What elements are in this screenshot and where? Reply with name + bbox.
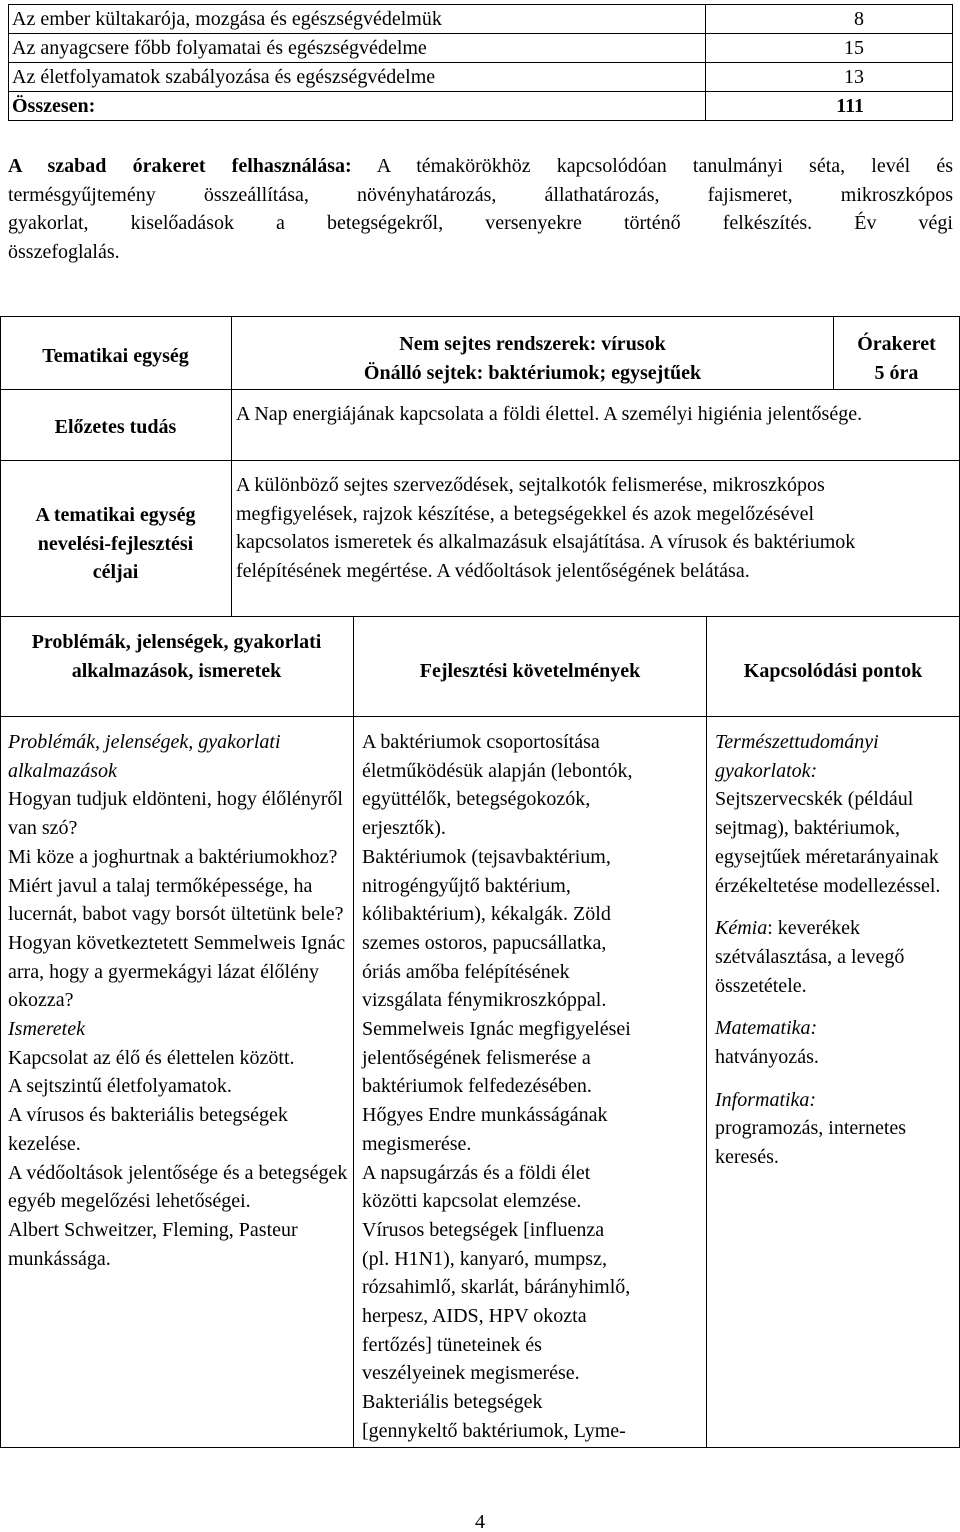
page-number: 4 [475, 1511, 485, 1532]
col1-subheading: Problémák, jelenségek, gyakorlati alkalmazások [8, 731, 281, 782]
table-row [9, 63, 953, 92]
summary-total-value: 111 [706, 92, 953, 121]
summary-label: Az ember kültakarója, mozgása és egészségvédelmük [9, 5, 706, 34]
col1-item: A védőoltások jelentősége és a betegségek egyéb megelőzési lehetőségei. [8, 1161, 348, 1213]
free-hours-line: összefoglalás. [8, 241, 120, 264]
col2-body: A baktériumok csoportosítása életműködésük alapján (lebontók, együttélők, betegségokozók, erjesztők). Baktériumok (tejsavbaktérium, nitrogéngyűjtő baktérium, kólibaktérium), kékalgák. Zöld szemes ostoros, papucsállatka, óriás amőba felépítésének vizsgálata fénymikroszkóppal. Semmelweis Ignác megfigyelései jelentőségének felismerése a baktériumok felfedezésében. Hőgyes Endre munkásságának megismerése. A napsugárzás és a földi élet közötti kapcsolat elemzése. Vírusos betegségek [influenza (pl. H1N1), kanyaró, mumpsz, rózsahimlő, skarlát, bárányhimlő, herpesz, AIDS, HPV okozta fertőzés] tüneteinek és veszélyeinek megismerése. Bakteriális betegségek [gennykeltő baktériumok, Lyme- [362, 731, 633, 1442]
col1-item: Albert Schweitzer, Fleming, Pasteur munkássága. [8, 1218, 298, 1270]
free-hours-line: termésgyűjtemény összeállítása, növényhatározás, állathatározás, fajismeret, mikroszkópos [8, 183, 953, 206]
col3-header: Kapcsolódási pontok [743, 660, 923, 682]
col3-subject: Informatika: [715, 1088, 817, 1111]
free-hours-heading: A szabad órakeret felhasználása: [8, 155, 352, 177]
summary-table [8, 4, 953, 121]
unit-title-line: Önálló sejtek: baktériumok; egysejtűek [363, 361, 702, 384]
col3-subject: Kémia [715, 917, 768, 940]
unit-table [0, 316, 960, 1448]
col3-body [715, 728, 955, 1172]
hours-box [834, 330, 959, 387]
col1-body [8, 728, 350, 1273]
col2-header: Fejlesztési követelmények [419, 660, 641, 682]
col3-text: : keverékek szétválasztása, a levegő összetétele. [715, 917, 905, 997]
col3-text: programozás, internetes keresés. [715, 1117, 907, 1169]
col3-text: Sejtszervecskék (például sejtmag), baktériumok, egysejtűek méretarányainak érzékeltetése modellezéssel. [715, 788, 941, 897]
free-hours-line: gyakorlat, kiselőadások a betegségekről, versenyekre történő felkészítés. Év végi [8, 212, 953, 235]
col1-item: A vírusos és bakteriális betegségek kezelése. [8, 1104, 288, 1155]
col3-entry [715, 914, 955, 1000]
col1-item: Kapcsolat az élő és élettelen között. [8, 1046, 295, 1069]
table-row-total [9, 92, 953, 121]
free-hours-paragraph [8, 152, 953, 267]
elozetes-text: A Nap energiájának kapcsolata a földi élettel. A személyi higiénia jelentősége. [236, 403, 863, 425]
table-row [9, 34, 953, 63]
summary-value: 13 [706, 63, 953, 92]
hours-value: 5 óra [874, 361, 919, 384]
col1-question: Hogyan tudjuk eldönteni, hogy élőlényről van szó? [8, 788, 343, 840]
summary-value: 15 [706, 34, 953, 63]
unit-title-line: Nem sejtes rendszerek: vírusok [399, 333, 666, 355]
celok-text: A különböző sejtes szerveződések, sejtalkotók felismerése, mikroszkópos megfigyelések, rajzok készítése, a betegségekkel és azok megelőzésével kapcsolatos ismeretek és alkalmazásuk elsajátítása. A vírusok és baktériumok felépítésének megértése. A védőoltások jelentőségének belátása. [236, 474, 856, 583]
col3-text: hatványozás. [715, 1046, 819, 1069]
free-hours-line: A szabad órakeret felhasználása: A témakörökhöz kapcsolódóan tanulmányi séta, levél és [8, 155, 953, 177]
col1-item: A sejtszintű életfolyamatok. [8, 1075, 232, 1098]
table-row [9, 5, 953, 34]
summary-value: 8 [706, 5, 953, 34]
summary-label: Az életfolyamatok szabályozása és egészségvédelme [9, 63, 706, 92]
unit-title [232, 330, 833, 387]
col1-header: Problémák, jelenségek, gyakorlati alkalmazások, ismeretek [31, 631, 322, 682]
summary-label: Az anyagcsere főbb folyamatai és egészségvédelme [9, 34, 706, 63]
hours-label: Órakeret [857, 333, 936, 355]
label-celok: A tematikai egység nevelési-fejlesztési céljai [35, 504, 196, 584]
label-elozetes-tudas: Előzetes tudás [54, 416, 177, 438]
label-tematikai-egyseg: Tematikai egység [42, 345, 189, 367]
col3-subject: Természettudományi gyakorlatok: [715, 731, 879, 782]
summary-total-label: Összesen: [9, 92, 706, 121]
col3-subject: Matematika: [715, 1017, 818, 1040]
col1-question: Mi köze a joghurtnak a baktériumokhoz? Miért javul a talaj termőképessége, ha lucernát, babot vagy borsót ültetünk bele? Hogyan következtetett Semmelweis Ignác arra, hogy a gyermekágyi lázat élőlény okozza? [8, 845, 346, 1012]
col1-subheading: Ismeretek [8, 1018, 85, 1041]
